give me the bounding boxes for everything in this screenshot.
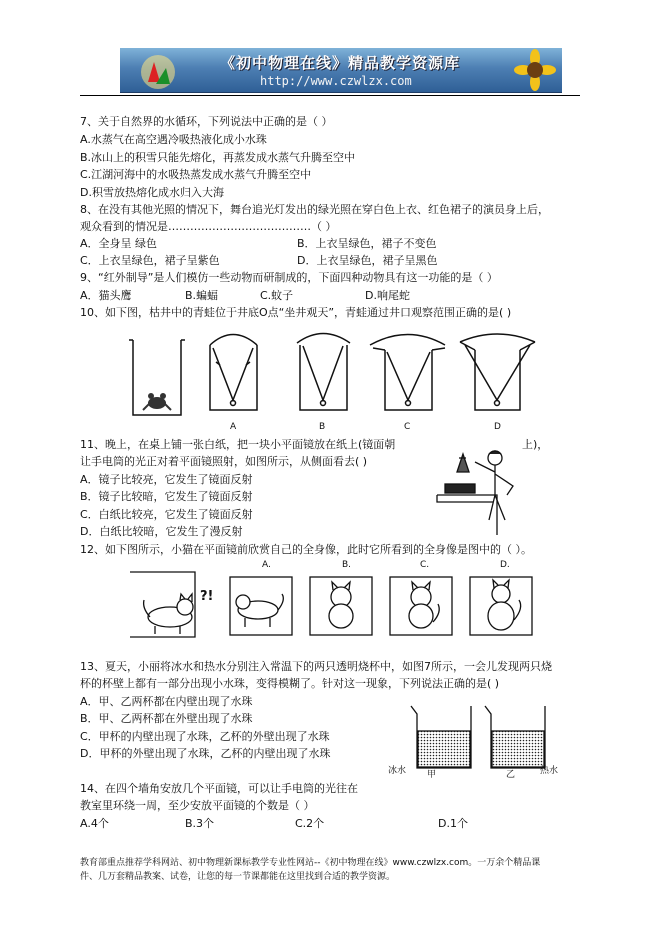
beaker-figure: [405, 706, 555, 776]
q11-option-c: C．白纸比较亮，它发生了镜面反射: [80, 508, 253, 521]
cat-icon: [144, 594, 193, 634]
frog-icon: [143, 393, 171, 410]
q13-stem-line1: 13、夏天，小丽将冰水和热水分别注入常温下的两只透明烧杯中，如图7所示，一会儿发现两只烧: [80, 660, 552, 673]
q14-option-d: D.1个: [438, 817, 468, 830]
q10-label-d: D: [494, 422, 501, 432]
banner-url[interactable]: http://www.czwlzx.com: [260, 74, 412, 88]
q10-label-c: C: [404, 422, 411, 432]
q11-stem-line1: 11、晚上，在桌上铺一张白纸，把一块小平面镜放在纸上(镜面朝: [80, 438, 396, 451]
q14-option-c: C.2个: [295, 817, 325, 830]
q13-stem-line2: 杯的杯壁上都有一部分出现小水珠，变得模糊了。针对这一现象，下列说法正确的是( ): [80, 677, 500, 690]
cup-right-liquid: 热水: [540, 766, 559, 776]
q14-stem-line2: 教室里环绕一周，至少安放平面镜的个数是（ ）: [80, 799, 315, 812]
q8-option-d: D．上衣呈绿色，裙子呈黑色: [297, 254, 438, 267]
q11-option-d: D．白纸比较暗，它发生了漫反射: [80, 525, 243, 538]
q14-option-b: B.3个: [185, 817, 215, 830]
well-option-b: [297, 334, 350, 411]
flashlight-mirror-figure: [435, 440, 525, 535]
header-divider: [80, 95, 580, 96]
q12-label-b: B.: [342, 560, 352, 570]
q13-option-d: D．甲杯的外壁出现了水珠，乙杯的内壁出现了水珠: [80, 747, 331, 760]
cup-right-name: 乙: [506, 770, 516, 780]
q13-option-b: B．甲、乙两杯都在外壁出现了水珠: [80, 712, 253, 725]
q8-stem-line1: 8、在没有其他光照的情况下，舞台追光灯发出的绿光照在穿白色上衣、红色裙子的演员身上后，: [80, 203, 549, 216]
q12-stem: 12、如下图所示，小猫在平面镜前欣赏自己的全身像，此时它所看到的全身像是图中的（ ）。: [80, 543, 532, 556]
q7-option-b: B.冰山上的积雪只能先熔化，再蒸发成水蒸气升腾至空中: [80, 151, 356, 164]
q9-option-a: A．猫头鹰: [80, 289, 132, 302]
q11-option-b: B．镜子比较暗，它发生了镜面反射: [80, 490, 253, 503]
well-option-d: [460, 334, 535, 410]
well-option-c: [370, 335, 445, 411]
q12-label-c: C.: [420, 560, 430, 570]
q10-label-b: B: [319, 422, 326, 432]
q9-stem: 9、“红外制导”是人们模仿一些动物而研制成的，下面四种动物具有这一功能的是（ ）: [80, 271, 498, 284]
cup-left-name: 甲: [427, 770, 437, 780]
q9-option-b: B.蝙蝠: [185, 289, 219, 302]
q7-stem: 7、关于自然界的水循环，下列说法中正确的是（ ）: [80, 115, 333, 128]
q12-label-d: D.: [500, 560, 510, 570]
q8-option-a: A．全身呈 绿色: [80, 237, 158, 250]
q10-well-figure: [125, 330, 545, 430]
q13-option-a: A．甲、乙两杯都在内壁出现了水珠: [80, 695, 253, 708]
q7-option-a: A.水蒸气在高空遇冷吸热液化成小水珠: [80, 133, 267, 146]
cat-mirror-figure: [130, 572, 535, 637]
q7-option-c: C.江湖河海中的水吸热蒸发成水蒸气升腾至空中: [80, 168, 312, 181]
site-banner: [120, 48, 562, 93]
sunflower-icon: [505, 48, 562, 92]
footer-line2: 件、几万套精品教案、试卷，让您的每一节课都能在这里找到合适的教学资源。: [80, 872, 396, 882]
q12-label-a: A.: [262, 560, 271, 570]
cup-left-liquid: 冰水: [388, 766, 407, 776]
q8-option-c: C．上衣呈绿色，裙子呈紫色: [80, 254, 220, 267]
q9-option-c: C.蚊子: [260, 289, 294, 302]
q8-stem-line2: 观众看到的情况是…………………………………（ ）: [80, 220, 337, 233]
q12-question-mark: ?!: [200, 589, 214, 604]
q14-stem-line1: 14、在四个墙角安放几个平面镜，可以让手电筒的光往在: [80, 782, 358, 795]
logo-icon: [130, 48, 190, 92]
banner-title: 《初中物理在线》精品教学资源库: [220, 54, 461, 72]
q9-option-d: D.响尾蛇: [365, 289, 410, 302]
q11-stem-line1-end: 上)，: [522, 438, 549, 451]
q10-stem: 10、如下图，枯井中的青蛙位于井底O点“坐井观天”，青蛙通过井口观察范围正确的是( ): [80, 306, 512, 319]
q11-stem-line2: 让手电筒的光正对着平面镜照射，如图所示，从侧面看去( ): [80, 455, 368, 468]
well-option-a: [210, 335, 257, 411]
q11-option-a: A．镜子比较亮，它发生了镜面反射: [80, 473, 253, 486]
q7-option-d: D.积雪放热熔化成水归入大海: [80, 186, 224, 199]
q14-option-a: A.4个: [80, 817, 109, 830]
q10-label-a: A: [230, 422, 237, 432]
q13-option-c: C．甲杯的内壁出现了水珠，乙杯的外壁出现了水珠: [80, 730, 330, 743]
footer-line1: 教育部重点推荐学科网站、初中物理新课标教学专业性网站--《初中物理在线》www.czwlzx.com。一万余个精品课: [80, 858, 541, 868]
q8-option-b: B．上衣呈绿色，裙子不变色: [297, 237, 437, 250]
